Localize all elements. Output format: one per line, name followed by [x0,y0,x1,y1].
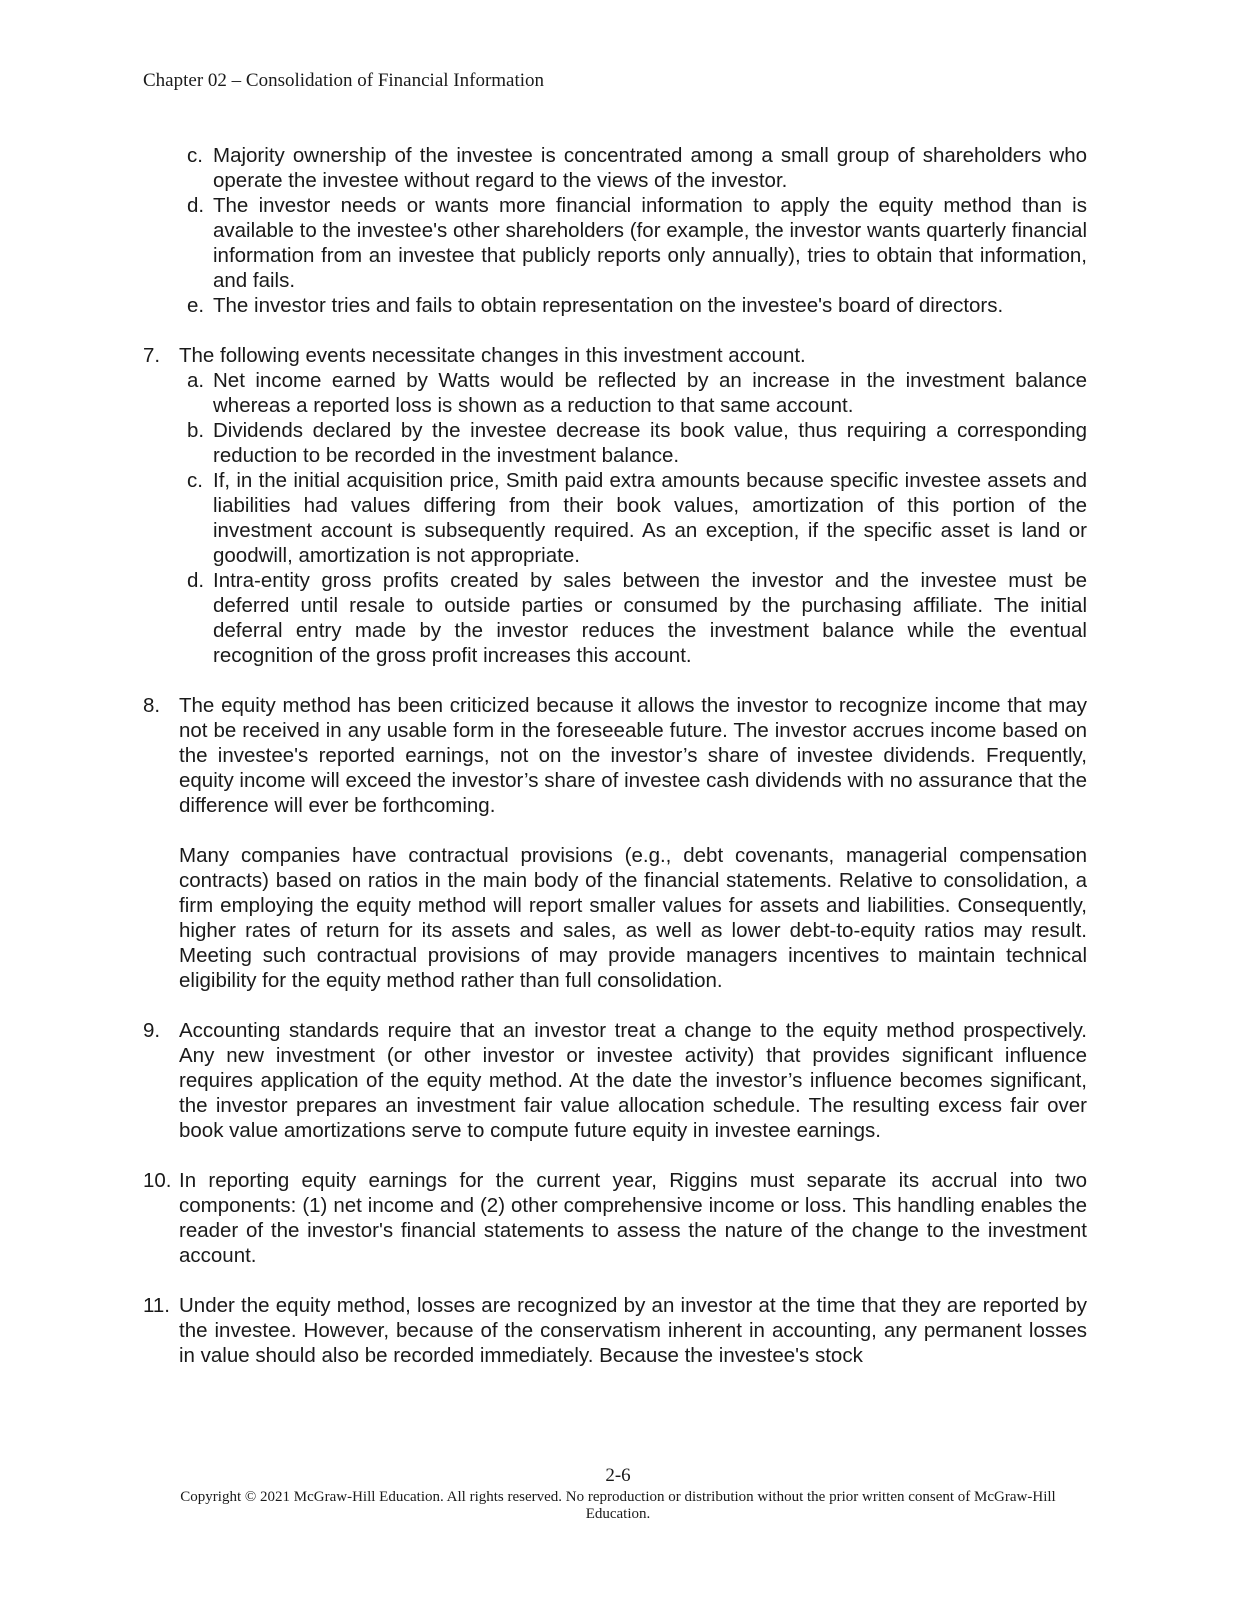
item-text: If, in the initial acquisition price, Smith paid extra amounts because specific investee assets and liabilities had values differing from their book values, amortization of this portion of the investment account is subsequently required. As an exception, if the specific asset is land or goodwill, amortization is not appropriate. [213,469,1087,567]
question-7 [143,343,1087,368]
page-footer [0,1465,1236,1523]
item-text: The investor tries and fails to obtain representation on the investee's board of directors. [213,294,1004,317]
question-11 [143,1293,1087,1368]
question-text: Under the equity method, losses are recognized by an investor at the time that they are reported by the investee. However, because of the conservatism inherent in accounting, any permanent losses in value should also be recorded immediately. Because the investee's stock [179,1294,1087,1367]
item-letter: d. [187,194,205,217]
question-text: The following events necessitate changes in this investment account. [179,344,806,367]
list-item [179,418,1087,468]
copyright-notice: Copyright © 2021 McGraw-Hill Education. All rights reserved. No reproduction or distribution without the prior written consent of McGraw-Hill Education. [180,1489,1056,1522]
question-8-paragraph: Many companies have contractual provisions (e.g., debt covenants, managerial compensation contracts) based on ratios in the main body of the financial statements. Relative to consolidation, a firm employing the equity method will report smaller values for assets and liabilities. Consequently, higher rates of return for its assets and sales, as well as lower debt-to-equity ratios may result. Meeting such contractual provisions of may provide managers incentives to maintain technical eligibility for the equity method rather than full consolidation. [179,844,1087,992]
item-text: Net income earned by Watts would be reflected by an increase in the investment balance whereas a reported loss is shown as a reduction to that same account. [213,369,1087,417]
item-letter: e. [187,294,205,317]
question-text: In reporting equity earnings for the current year, Riggins must separate its accrual into two components: (1) net income and (2) other comprehensive income or loss. This handling enables the reader of the investor's financial statements to assess the nature of the change to the investment account. [179,1169,1087,1267]
list-item [179,568,1087,668]
item-letter: c. [187,469,203,492]
question-10 [143,1168,1087,1268]
question-number: 10. [143,1169,172,1192]
question-text: The equity method has been criticized because it allows the investor to recognize income that may not be received in any usable form in the foreseeable future. The investor accrues income based on the investee's reported earnings, not on the investor’s share of investee dividends. Frequently, equity income will exceed the investor’s share of investee cash dividends with no assurance that the difference will ever be forthcoming. [179,694,1087,817]
page-header: Chapter 02 – Consolidation of Financial Information [143,70,545,91]
list-item [179,368,1087,418]
list-item [179,468,1087,568]
item-letter: c. [187,144,203,167]
question-text: Accounting standards require that an investor treat a change to the equity method prospectively. Any new investment (or other investor or investee activity) that provides significant influence requires application of the equity method. At the date the investor’s influence becomes significant, the investor prepares an investment fair value allocation schedule. The resulting excess fair over book value amortizations serve to compute future equity in investee earnings. [179,1019,1087,1142]
list-item [179,293,1087,318]
item-text: Intra-entity gross profits created by sales between the investor and the investee must be deferred until resale to outside parties or consumed by the purchasing affiliate. The initial deferral entry made by the investor reduces the investment balance while the eventual recognition of the gross profit increases this account. [213,569,1087,667]
item-text: Dividends declared by the investee decrease its book value, thus requiring a corresponding reduction to be recorded in the investment balance. [213,419,1087,467]
list-item [179,193,1087,293]
question-8 [143,693,1087,818]
page-number: 2-6 [605,1465,631,1486]
question-number: 8. [143,694,161,717]
item-letter: b. [187,419,205,442]
page-content [143,143,1087,1368]
item-letter: d. [187,569,205,592]
item-letter: a. [187,369,205,392]
list-item [179,143,1087,193]
question-number: 9. [143,1019,161,1042]
question-number: 11. [143,1294,170,1317]
question-9 [143,1018,1087,1143]
item-text: Majority ownership of the investee is concentrated among a small group of shareholders who operate the investee without regard to the views of the investor. [213,144,1087,192]
item-text: The investor needs or wants more financial information to apply the equity method than is available to the investee's other shareholders (for example, the investor wants quarterly financial information from an investee that publicly reports only annually), tries to obtain that information, and fails. [213,194,1087,292]
question-number: 7. [143,344,161,367]
